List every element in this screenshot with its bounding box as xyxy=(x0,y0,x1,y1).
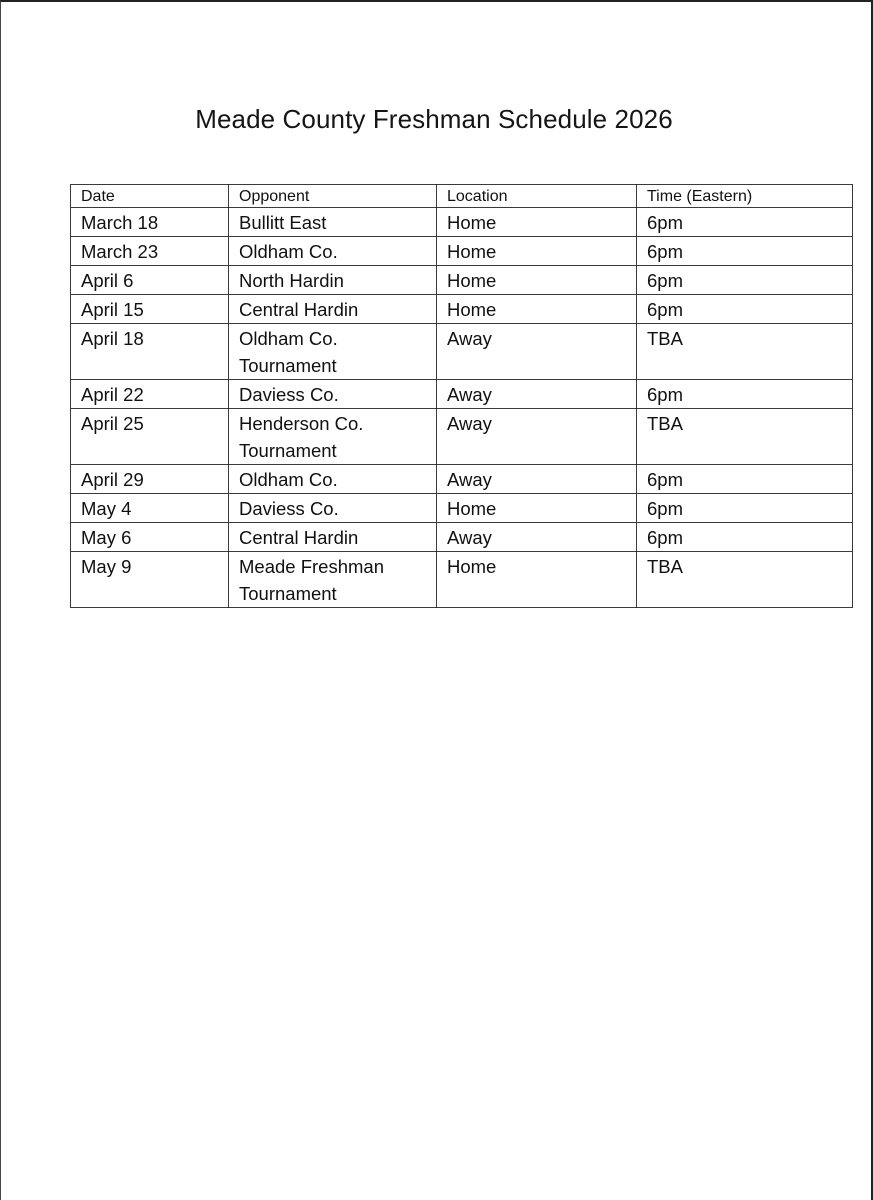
cell-date: April 18 xyxy=(71,324,229,380)
cell-time: 6pm xyxy=(637,523,853,552)
table-row xyxy=(71,380,853,409)
table-row xyxy=(71,208,853,237)
cell-location: Home xyxy=(437,295,637,324)
column-header-location: Location xyxy=(437,185,637,208)
cell-opponent: North Hardin xyxy=(229,266,437,295)
cell-location: Home xyxy=(437,266,637,295)
column-header-opponent: Opponent xyxy=(229,185,437,208)
cell-date: May 9 xyxy=(71,552,229,608)
cell-time: 6pm xyxy=(637,465,853,494)
cell-time: 6pm xyxy=(637,237,853,266)
cell-time: 6pm xyxy=(637,266,853,295)
cell-opponent: Meade Freshman Tournament xyxy=(229,552,437,608)
cell-date: March 23 xyxy=(71,237,229,266)
cell-time: TBA xyxy=(637,552,853,608)
cell-date: May 4 xyxy=(71,494,229,523)
cell-time: TBA xyxy=(637,409,853,465)
cell-time: 6pm xyxy=(637,208,853,237)
header-row xyxy=(71,185,853,208)
cell-time: 6pm xyxy=(637,494,853,523)
cell-date: April 6 xyxy=(71,266,229,295)
cell-time: 6pm xyxy=(637,295,853,324)
column-header-date: Date xyxy=(71,185,229,208)
document-title: Meade County Freshman Schedule 2026 xyxy=(195,104,673,134)
cell-location: Away xyxy=(437,465,637,494)
cell-location: Away xyxy=(437,380,637,409)
cell-date: April 25 xyxy=(71,409,229,465)
cell-opponent: Oldham Co. Tournament xyxy=(229,324,437,380)
cell-location: Home xyxy=(437,552,637,608)
cell-date: April 29 xyxy=(71,465,229,494)
cell-opponent: Central Hardin xyxy=(229,295,437,324)
cell-opponent: Henderson Co. Tournament xyxy=(229,409,437,465)
cell-location: Away xyxy=(437,409,637,465)
cell-time: TBA xyxy=(637,324,853,380)
cell-date: April 22 xyxy=(71,380,229,409)
table-row xyxy=(71,295,853,324)
cell-location: Home xyxy=(437,208,637,237)
cell-date: May 6 xyxy=(71,523,229,552)
table-row xyxy=(71,552,853,608)
table-row xyxy=(71,409,853,465)
table-row xyxy=(71,465,853,494)
cell-time: 6pm xyxy=(637,380,853,409)
cell-opponent: Daviess Co. xyxy=(229,380,437,409)
cell-opponent: Central Hardin xyxy=(229,523,437,552)
table-row xyxy=(71,523,853,552)
table-row xyxy=(71,324,853,380)
cell-location: Away xyxy=(437,324,637,380)
column-header-time: Time (Eastern) xyxy=(637,185,853,208)
table-row xyxy=(71,237,853,266)
cell-location: Home xyxy=(437,494,637,523)
schedule-table xyxy=(70,184,853,608)
cell-opponent: Daviess Co. xyxy=(229,494,437,523)
cell-opponent: Oldham Co. xyxy=(229,237,437,266)
cell-opponent: Bullitt East xyxy=(229,208,437,237)
table-row xyxy=(71,494,853,523)
cell-date: March 18 xyxy=(71,208,229,237)
table-row xyxy=(71,266,853,295)
cell-opponent: Oldham Co. xyxy=(229,465,437,494)
cell-location: Home xyxy=(437,237,637,266)
cell-date: April 15 xyxy=(71,295,229,324)
cell-location: Away xyxy=(437,523,637,552)
